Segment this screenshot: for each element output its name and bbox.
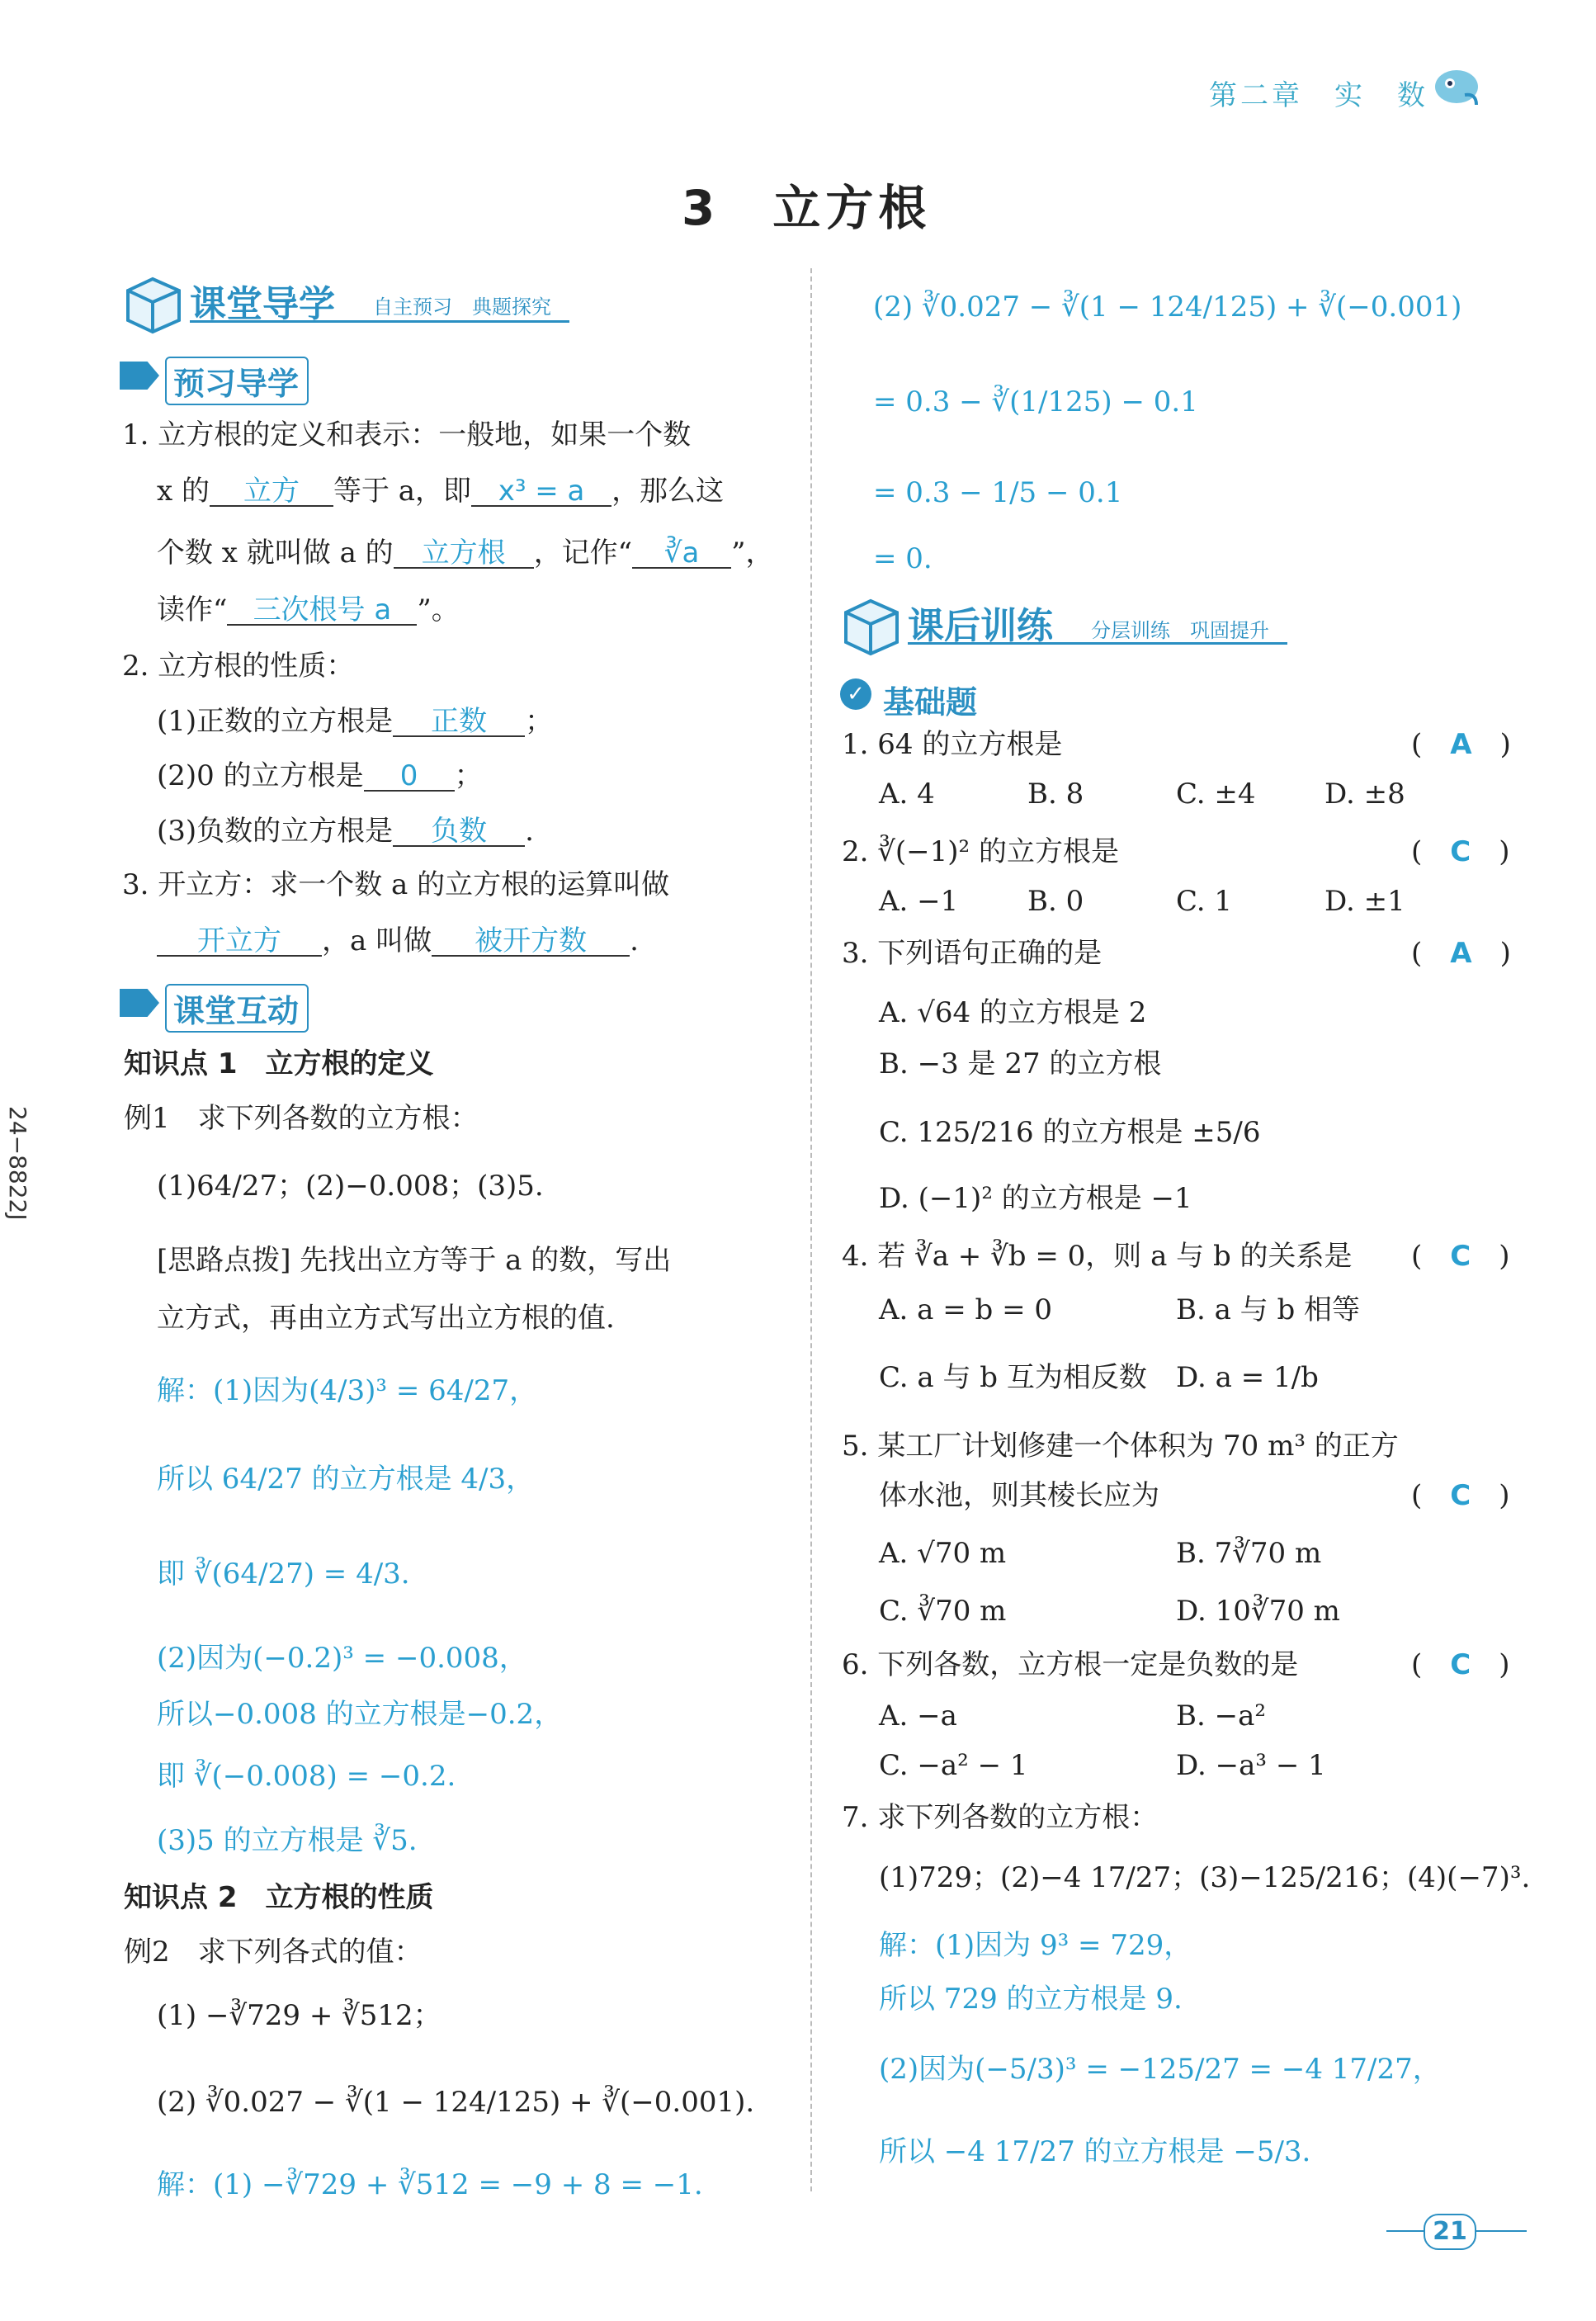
chameleon-logo-icon (1432, 62, 1481, 111)
example1-solution-4: (2)因为(−0.2)³ = −0.008， (157, 1642, 527, 1675)
exercise-6-opt-c: C. −a² − 1 (879, 1749, 1028, 1782)
example2-solution-5: = 0. (873, 542, 933, 575)
exercise-7-question: 7. 求下列各数的立方根： (842, 1801, 1159, 1834)
exercise-4-opt-a: A. a = b = 0 (879, 1293, 1053, 1326)
section-subtitle: 自主预习 典题探究 (373, 295, 551, 319)
tag-preview: 预习导学 (165, 357, 309, 405)
exercise-5-question-2: 体水池，则其棱长应为 (879, 1479, 1159, 1512)
check-icon: ✓ (840, 678, 871, 710)
exercise-5-opt-a: A. √70 m (879, 1537, 1007, 1570)
exercise-3-opt-d: D. (−1)² 的立方根是 −1 (879, 1182, 1192, 1215)
section-title-classroom: 课堂导学 (190, 283, 335, 325)
knowledge-point-2: 知识点 2 立方根的性质 (124, 1881, 434, 1914)
example2-title: 例2 求下列各式的值： (124, 1936, 423, 1969)
example1-solution-7: (3)5 的立方根是 ∛5. (157, 1824, 418, 1857)
q3-line2: 开立方 ，a 叫做 被开方数 . (157, 927, 639, 957)
example1-hint-1: [思路点拨] 先找出立方等于 a 的数，写出 (157, 1244, 672, 1277)
exercise-3-question: 3. 下列语句正确的是 (842, 937, 1103, 970)
section-underline (908, 642, 1287, 645)
example1-solution-1: 解：(1)因为(4/3)³ = 64/27， (157, 1374, 538, 1407)
exercise-5-opt-d: D. 10∛70 m (1176, 1595, 1340, 1628)
section-subtitle: 分层训练 巩固提升 (1091, 619, 1269, 642)
exercise-1-opt-b: B. 8 (1027, 778, 1084, 811)
exercise-2-opt-a: A. −1 (879, 885, 959, 918)
q1-line3: 个数 x 就叫做 a 的 立方根 ，记作“ ∛a ”， (157, 537, 774, 570)
example1-title: 例1 求下列各数的立方根： (124, 1102, 479, 1135)
example1-solution-2: 所以 64/27 的立方根是 4/3， (157, 1463, 535, 1496)
exercise-7-solution-3: (2)因为(−5/3)³ = −125/27 = −4 17/27， (879, 2053, 1441, 2086)
exercise-5-answer: ( C ) (1411, 1479, 1510, 1512)
exercise-6-opt-a: A. −a (879, 1699, 957, 1732)
q2-title: 2. 立方根的性质： (122, 650, 355, 683)
exercise-2-answer: ( C ) (1411, 835, 1510, 868)
exercise-1-opt-d: D. ±8 (1324, 778, 1405, 811)
exercise-6-answer: ( C ) (1411, 1648, 1510, 1681)
exercise-7-items: (1)729；(2)−4 17/27；(3)−125/216；(4)(−7)³. (879, 1861, 1531, 1894)
side-code: 24−8822J (4, 1106, 31, 1221)
exercise-1-question: 1. 64 的立方根是 (842, 728, 1063, 761)
exercise-2-question: 2. ∛(−1)² 的立方根是 (842, 835, 1119, 868)
exercise-4-opt-b: B. a 与 b 相等 (1176, 1293, 1361, 1326)
section-title-homework: 课后训练 (908, 605, 1053, 647)
q1-line4: 读作“ 三次根号 a ”。 (157, 593, 460, 626)
column-divider (810, 268, 812, 2191)
exercise-7-solution-1: 解：(1)因为 9³ = 729， (879, 1929, 1192, 1962)
exercise-4-answer: ( C ) (1411, 1240, 1510, 1273)
tag-arrow-icon (120, 989, 159, 1017)
q2-p3: (3)负数的立方根是 负数 . (157, 815, 534, 848)
exercise-2-opt-c: C. 1 (1176, 885, 1233, 918)
exercise-3-opt-a: A. √64 的立方根是 2 (879, 996, 1147, 1029)
example2-solution-2: (2) ∛0.027 − ∛(1 − 124/125) + ∛(−0.001) (873, 291, 1462, 324)
exercise-3-opt-b: B. −3 是 27 的立方根 (879, 1047, 1162, 1080)
exercise-5-opt-b: B. 7∛70 m (1176, 1537, 1322, 1570)
q1-line1: 1. 立方根的定义和表示：一般地，如果一个数 (122, 418, 692, 451)
exercise-1-answer: ( A ) (1411, 728, 1511, 761)
exercise-6-opt-d: D. −a³ − 1 (1176, 1749, 1326, 1782)
exercise-7-solution-4: 所以 −4 17/27 的立方根是 −5/3. (879, 2135, 1311, 2168)
exercise-6-opt-b: B. −a² (1176, 1699, 1266, 1732)
q2-p2: (2)0 的立方根是 0 ； (157, 759, 483, 792)
q3-line1: 3. 开立方：求一个数 a 的立方根的运算叫做 (122, 868, 670, 901)
exercise-3-answer: ( A ) (1411, 937, 1511, 970)
example2-solution-3: = 0.3 − ∛(1/125) − 0.1 (873, 385, 1198, 418)
cube-icon (120, 272, 186, 334)
example2-solution-1: 解：(1) −∛729 + ∛512 = −9 + 8 = −1. (157, 2168, 703, 2201)
exercise-1-opt-a: A. 4 (879, 778, 935, 811)
page-title: 3 立方根 (682, 180, 932, 236)
example1-solution-5: 所以−0.008 的立方根是−0.2， (157, 1698, 563, 1731)
example1-hint-2: 立方式，再由立方式写出立方根的值. (157, 1302, 615, 1335)
tag-interact: 课堂互动 (165, 984, 309, 1033)
exercise-4-question: 4. 若 ∛a + ∛b = 0，则 a 与 b 的关系是 (842, 1240, 1353, 1273)
example1-solution-3: 即 ∛(64/27) = 4/3. (157, 1558, 410, 1591)
example1-solution-6: 即 ∛(−0.008) = −0.2. (157, 1760, 456, 1793)
tag-basic: 基础题 (883, 684, 978, 721)
exercise-2-opt-d: D. ±1 (1324, 885, 1405, 918)
exercise-2-opt-b: B. 0 (1027, 885, 1084, 918)
exercise-3-opt-c: C. 125/216 的立方根是 ±5/6 (879, 1116, 1261, 1149)
example1-items: (1)64/27；(2)−0.008；(3)5. (157, 1170, 544, 1203)
q1-line2: x 的 立方 等于 a，即 x³ = a ，那么这 (157, 475, 725, 508)
section-underline (190, 320, 569, 323)
exercise-6-question: 6. 下列各数，立方根一定是负数的是 (842, 1648, 1299, 1681)
chapter-header: 第二章 实 数 (1209, 79, 1428, 112)
exercise-5-opt-c: C. ∛70 m (879, 1595, 1007, 1628)
example2-item-1: (1) −∛729 + ∛512； (157, 1999, 441, 2032)
exercise-1-opt-c: C. ±4 (1176, 778, 1256, 811)
example2-solution-4: = 0.3 − 1/5 − 0.1 (873, 476, 1123, 509)
exercise-5-question: 5. 某工厂计划修建一个体积为 70 m³ 的正方 (842, 1430, 1399, 1463)
tag-arrow-icon (120, 362, 159, 390)
cube-icon (838, 594, 904, 656)
knowledge-point-1: 知识点 1 立方根的定义 (124, 1047, 434, 1080)
q2-p1: (1)正数的立方根是 正数 ； (157, 705, 554, 738)
example2-item-2: (2) ∛0.027 − ∛(1 − 124/125) + ∛(−0.001). (157, 2086, 755, 2119)
exercise-7-solution-2: 所以 729 的立方根是 9. (879, 1983, 1183, 2016)
page-number: 21 (1424, 2214, 1476, 2250)
exercise-4-opt-c: C. a 与 b 互为相反数 (879, 1361, 1147, 1394)
exercise-4-opt-d: D. a = 1/b (1176, 1361, 1319, 1394)
